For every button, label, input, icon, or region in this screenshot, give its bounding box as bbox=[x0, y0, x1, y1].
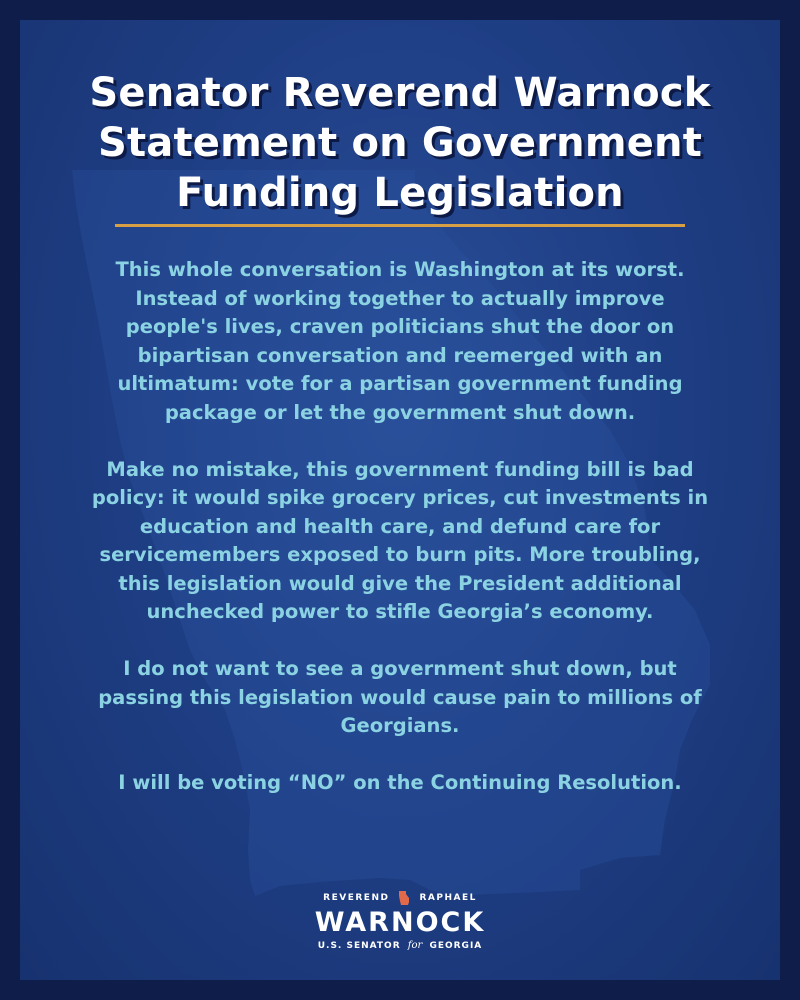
body-line: This whole conversation is Washington at its worst. bbox=[115, 258, 685, 281]
logo-for: for bbox=[407, 940, 423, 951]
body-line: passing this legislation would cause pain to millions of bbox=[98, 685, 702, 709]
body-line: this legislation would give the President additional bbox=[118, 571, 682, 595]
logo-georgia: GEORGIA bbox=[429, 941, 483, 951]
body-line: policy: it would spike grocery prices, cut investments in bbox=[91, 486, 709, 509]
warnock-logo bbox=[20, 890, 780, 951]
logo-top-row bbox=[20, 890, 780, 906]
title-line: Funding Legislation bbox=[176, 170, 624, 216]
paragraph bbox=[50, 256, 750, 427]
body-line: Georgians. bbox=[340, 714, 460, 737]
body-line: servicemembers exposed to burn pits. More troubling, bbox=[99, 543, 701, 566]
title-line: Statement on Government bbox=[97, 120, 703, 166]
gold-divider bbox=[115, 224, 685, 227]
logo-subtitle bbox=[20, 940, 780, 951]
statement-body bbox=[50, 256, 750, 826]
logo-name: WARNOCK bbox=[314, 907, 486, 938]
body-line: I will be voting “NO” on the Continuing Resolution. bbox=[118, 771, 682, 794]
body-line: unchecked power to stifle Georgia’s economy. bbox=[146, 600, 654, 623]
statement-title bbox=[20, 68, 780, 218]
paragraph bbox=[50, 655, 750, 741]
logo-raphael: RAPHAEL bbox=[419, 893, 477, 903]
body-line: I do not want to see a government shut down, but bbox=[123, 657, 677, 680]
title-line: Senator Reverend Warnock bbox=[89, 70, 711, 116]
peach-icon bbox=[397, 890, 411, 906]
body-line: Instead of working together to actually improve bbox=[135, 286, 665, 310]
statement-card bbox=[20, 20, 780, 980]
body-line: Make no mistake, this government funding bill is bad bbox=[106, 457, 694, 481]
body-line: ultimatum: vote for a partisan government funding bbox=[117, 372, 683, 395]
body-line: package or let the government shut down. bbox=[164, 400, 636, 424]
body-line: education and health care, and defund care for bbox=[139, 514, 661, 538]
body-line: bipartisan conversation and reemerged with an bbox=[137, 343, 663, 367]
paragraph bbox=[50, 769, 750, 798]
paragraph bbox=[50, 456, 750, 627]
logo-reverend: REVEREND bbox=[323, 893, 390, 903]
body-line: people's lives, craven politicians shut the door on bbox=[125, 315, 675, 338]
logo-senator: U.S. SENATOR bbox=[317, 941, 401, 951]
